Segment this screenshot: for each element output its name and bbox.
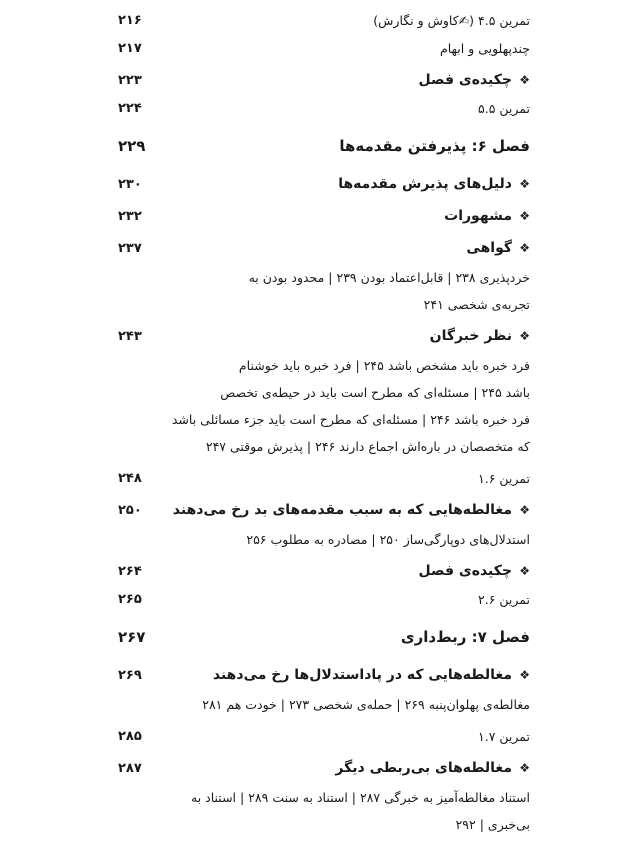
page-number: ۲۶۹: [118, 667, 142, 683]
page-number: ۲۱۷: [118, 40, 142, 56]
toc-entry-title: [419, 563, 530, 579]
toc-section-row[interactable]: [118, 557, 530, 585]
page-number: ۲۶۵: [118, 591, 142, 607]
toc-entry-title: [173, 502, 530, 518]
subtopic-line: استدلال‌های دوپارگی‌ساز ۲۵۰ | مصادره به مطلوب ۲۵۶: [246, 532, 530, 547]
page-number: ۲۲۹: [118, 137, 146, 155]
toc-entry-text: نظر خبرگان: [429, 328, 512, 344]
toc-entry-title: [478, 592, 530, 607]
subtopic-line: خردپذیری ۲۳۸ | قابل‌اعتماد بودن ۲۳۹ | محدود بودن به: [248, 270, 530, 285]
toc-entry-title: [430, 328, 530, 344]
page-number: ۲۸۵: [118, 728, 142, 744]
page-number: ۲۴۸: [118, 470, 142, 486]
subtopic-list: [118, 526, 530, 553]
toc-entry-title: [444, 208, 530, 224]
toc-chapter-row[interactable]: [118, 126, 530, 166]
toc-entry-text: تمرین ۵.۵: [478, 100, 530, 116]
toc-entry-title: [478, 471, 530, 486]
subtopic-list: [118, 784, 530, 838]
toc-section-row[interactable]: [118, 234, 530, 262]
page-number: ۲۳۷: [118, 240, 142, 256]
toc-entry-title: [335, 760, 530, 776]
toc-entry-text: مغالطه‌های بی‌ربطی دیگر: [335, 760, 512, 776]
toc-entry-title: [419, 72, 530, 88]
diamond-dots-icon: ❖: [519, 329, 530, 343]
diamond-dots-icon: ❖: [519, 761, 530, 775]
subtopic-line: بی‌خبری | ۲۹۲: [455, 817, 530, 832]
subtopic-line: مغالطه‌ی پهلوان‌پنبه ۲۶۹ | حمله‌ی شخصی ۲۷۳ | خودت هم ۲۸۱: [202, 697, 530, 712]
page-number: ۲۲۴: [118, 100, 142, 116]
table-of-contents: [118, 6, 530, 842]
diamond-dots-icon: ❖: [519, 73, 530, 87]
diamond-dots-icon: ❖: [519, 209, 530, 223]
toc-entry-text: مغالطه‌هایی که در پادا‌ستدلال‌ها رخ می‌دهند: [212, 667, 512, 683]
toc-section-row[interactable]: [118, 322, 530, 350]
toc-exercise-row[interactable]: [118, 585, 530, 613]
page-number: ۲۶۴: [118, 563, 142, 579]
subtopic-line: فرد خبره باید مشخص باشد ۲۴۵ | فرد خبره باید خوشنام: [238, 358, 530, 373]
toc-entry-title: [478, 101, 530, 116]
toc-entry-text: تمرین ۱.۷: [478, 728, 530, 744]
diamond-dots-icon: ❖: [519, 564, 530, 578]
toc-exercise-row[interactable]: [118, 6, 530, 34]
page-number: ۲۸۷: [118, 760, 142, 776]
toc-entry-text: چکیده‌ی فصل: [418, 72, 512, 88]
page-number: ۲۱۶: [118, 12, 142, 28]
page-number: ۲۵۰: [118, 502, 142, 518]
toc-entry-title: [373, 13, 530, 28]
toc-exercise-row[interactable]: [118, 464, 530, 492]
toc-entry-title: [440, 41, 530, 56]
toc-entry-title: [401, 628, 530, 646]
toc-exercise-row[interactable]: [118, 722, 530, 750]
toc-section-row[interactable]: [118, 66, 530, 94]
toc-entry-text: تمرین ۴.۵ (✍کاوش و نگارش): [373, 12, 530, 28]
toc-entry-text: دلیل‌های پذیرش مقدمه‌ها: [338, 176, 512, 192]
toc-entry-text: چکیده‌ی فصل: [418, 563, 512, 579]
page-number: ۲۳۲: [118, 208, 142, 224]
subtopic-line: استناد مغالطه‌آمیز به خبرگی ۲۸۷ | استناد به سنت ۲۸۹ | استناد به: [191, 790, 530, 805]
toc-section-row[interactable]: [118, 754, 530, 782]
toc-entry-title: [338, 176, 530, 192]
page-number: ۲۶۷: [118, 628, 146, 646]
diamond-dots-icon: ❖: [519, 177, 530, 191]
toc-entry-text: تمرین ۱.۶: [478, 470, 530, 486]
toc-chapter-row[interactable]: [118, 617, 530, 657]
subtopic-list: [118, 264, 530, 318]
toc-entry-text: چندپهلویی و ابهام: [439, 40, 530, 56]
toc-entry-text: تمرین ۲.۶: [478, 591, 530, 607]
toc-entry-title: [339, 137, 530, 155]
toc-entry-title: [213, 667, 530, 683]
diamond-dots-icon: ❖: [519, 241, 530, 255]
subtopic-line: فرد خبره باشد ۲۴۶ | مسئله‌ای که مطرح است باید جزء مسائلی باشد: [171, 412, 530, 427]
toc-entry-text: فصل ۷: ربط‌داری: [400, 628, 530, 646]
toc-exercise-row[interactable]: [118, 34, 530, 62]
toc-section-row[interactable]: [118, 170, 530, 198]
toc-entry-title: [466, 240, 530, 256]
subtopic-line: تجربه‌ی شخصی ۲۴۱: [423, 297, 530, 312]
diamond-dots-icon: ❖: [519, 503, 530, 517]
toc-entry-title: [478, 729, 530, 744]
subtopic-list: [118, 352, 530, 460]
subtopic-line: باشد ۲۴۵ | مسئله‌ای که مطرح است باید در حیطه‌ی تخصص: [220, 385, 530, 400]
toc-entry-text: فصل ۶: پذیرفتن مقدمه‌ها: [339, 137, 530, 155]
toc-exercise-row[interactable]: [118, 94, 530, 122]
toc-entry-text: مشهورات: [444, 208, 512, 224]
toc-section-row[interactable]: [118, 202, 530, 230]
subtopic-list: [118, 691, 530, 718]
toc-section-row[interactable]: [118, 496, 530, 524]
page-number: ۲۴۳: [118, 328, 142, 344]
page-number: ۲۲۳: [118, 72, 142, 88]
toc-section-row[interactable]: [118, 661, 530, 689]
page-number: ۲۳۰: [118, 176, 142, 192]
toc-entry-text: گواهی: [466, 240, 512, 256]
diamond-dots-icon: ❖: [519, 668, 530, 682]
toc-entry-text: مغالطه‌هایی که به سبب مقدمه‌های بد رخ می‌دهند: [172, 502, 512, 518]
subtopic-line: که متخصصان در باره‌اش اجماع دارند ۲۴۶ | پذیرش موقتی ۲۴۷: [205, 439, 530, 454]
